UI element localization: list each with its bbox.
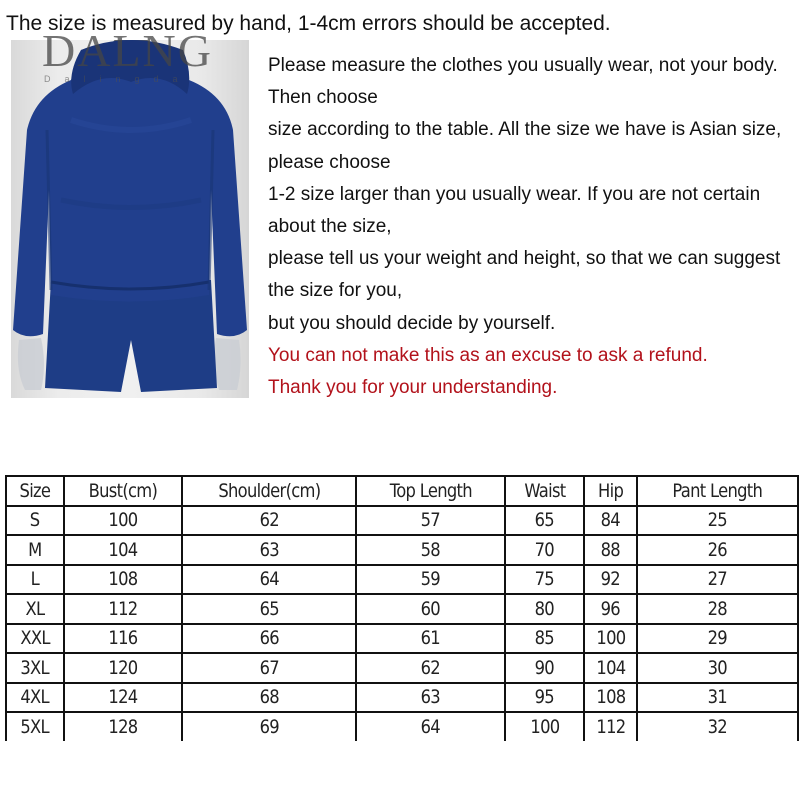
cell-top-length: 57 bbox=[356, 506, 505, 536]
cell-top-length: 60 bbox=[356, 594, 505, 624]
cell-size: L bbox=[6, 565, 64, 595]
cell-pant-length: 31 bbox=[637, 683, 798, 713]
cell-bust: 104 bbox=[64, 535, 182, 565]
table-row bbox=[6, 594, 798, 624]
cell-bust: 128 bbox=[64, 712, 182, 741]
note-line: Please measure the clothes you usually wear, not your body. bbox=[268, 55, 778, 76]
cell-shoulder: 64 bbox=[182, 565, 356, 595]
cell-size: S bbox=[6, 506, 64, 536]
cell-waist: 75 bbox=[505, 565, 584, 595]
cell-size: M bbox=[6, 535, 64, 565]
cell-bust: 116 bbox=[64, 624, 182, 654]
sizing-notes bbox=[268, 50, 798, 404]
cell-pant-length: 30 bbox=[637, 653, 798, 683]
cell-shoulder: 68 bbox=[182, 683, 356, 713]
column-header-size: Size bbox=[6, 476, 64, 506]
cell-waist: 85 bbox=[505, 624, 584, 654]
note-line: the size for you, bbox=[268, 280, 403, 302]
table-row bbox=[6, 683, 798, 713]
column-header-waist: Waist bbox=[505, 476, 584, 506]
column-header-bust: Bust(cm) bbox=[64, 476, 182, 506]
refund-warning: You can not make this as an excuse to ask a refund. bbox=[268, 344, 708, 366]
cell-top-length: 58 bbox=[356, 535, 505, 565]
table-row bbox=[6, 535, 798, 565]
cell-bust: 100 bbox=[64, 506, 182, 536]
cell-hip: 96 bbox=[584, 594, 637, 624]
cell-hip: 88 bbox=[584, 535, 637, 565]
cell-hip: 104 bbox=[584, 653, 637, 683]
cell-hip: 84 bbox=[584, 506, 637, 536]
cell-shoulder: 67 bbox=[182, 653, 356, 683]
cell-shoulder: 65 bbox=[182, 594, 356, 624]
size-chart-table bbox=[5, 475, 799, 741]
cell-top-length: 63 bbox=[356, 683, 505, 713]
headline-disclaimer: The size is measured by hand, 1-4cm errors should be accepted. bbox=[6, 12, 611, 35]
cell-hip: 108 bbox=[584, 683, 637, 713]
cell-waist: 70 bbox=[505, 535, 584, 565]
cell-hip: 100 bbox=[584, 624, 637, 654]
cell-hip: 112 bbox=[584, 712, 637, 741]
cell-shoulder: 69 bbox=[182, 712, 356, 741]
cell-bust: 120 bbox=[64, 653, 182, 683]
cell-size: 3XL bbox=[6, 653, 64, 683]
brand-watermark-subtitle: Dalingda bbox=[44, 74, 192, 84]
column-header-shoulder: Shoulder(cm) bbox=[182, 476, 356, 506]
cell-waist: 65 bbox=[505, 506, 584, 536]
brand-watermark: DALNG bbox=[42, 25, 213, 76]
note-line: 1-2 size larger than you usually wear. If you are not certain bbox=[268, 183, 761, 205]
cell-top-length: 62 bbox=[356, 653, 505, 683]
cell-top-length: 61 bbox=[356, 624, 505, 654]
cell-bust: 124 bbox=[64, 683, 182, 713]
cell-size: 4XL bbox=[6, 683, 64, 713]
product-photo bbox=[11, 40, 249, 398]
cell-size: XL bbox=[6, 594, 64, 624]
column-header-pant-length: Pant Length bbox=[637, 476, 798, 506]
cell-hip: 92 bbox=[584, 565, 637, 595]
cell-top-length: 59 bbox=[356, 565, 505, 595]
cell-pant-length: 28 bbox=[637, 594, 798, 624]
note-line: about the size, bbox=[268, 216, 392, 238]
cell-pant-length: 29 bbox=[637, 624, 798, 654]
cell-waist: 100 bbox=[505, 712, 584, 741]
cell-bust: 108 bbox=[64, 565, 182, 595]
note-line: please choose bbox=[268, 151, 391, 173]
table-row bbox=[6, 624, 798, 654]
cell-top-length: 64 bbox=[356, 712, 505, 741]
cell-bust: 112 bbox=[64, 594, 182, 624]
thank-you-note: Thank you for your understanding. bbox=[268, 377, 558, 399]
cell-pant-length: 26 bbox=[637, 535, 798, 565]
cell-waist: 80 bbox=[505, 594, 584, 624]
hoodie-shorts-illustration bbox=[11, 40, 249, 398]
table-row bbox=[6, 712, 798, 741]
cell-shoulder: 63 bbox=[182, 535, 356, 565]
table-row bbox=[6, 565, 798, 595]
cell-pant-length: 25 bbox=[637, 506, 798, 536]
note-line: please tell us your weight and height, so that we can suggest bbox=[268, 248, 781, 270]
cell-pant-length: 32 bbox=[637, 712, 798, 741]
column-header-top-length: Top Length bbox=[356, 476, 505, 506]
cell-shoulder: 62 bbox=[182, 506, 356, 536]
note-line: but you should decide by yourself. bbox=[268, 312, 556, 334]
cell-waist: 90 bbox=[505, 653, 584, 683]
table-header-row bbox=[6, 476, 798, 506]
table-row bbox=[6, 653, 798, 683]
note-line: size according to the table. All the size we have is Asian size, bbox=[268, 119, 782, 141]
cell-shoulder: 66 bbox=[182, 624, 356, 654]
note-line: Then choose bbox=[268, 87, 378, 109]
cell-waist: 95 bbox=[505, 683, 584, 713]
cell-pant-length: 27 bbox=[637, 565, 798, 595]
column-header-hip: Hip bbox=[584, 476, 637, 506]
cell-size: XXL bbox=[6, 624, 64, 654]
cell-size: 5XL bbox=[6, 712, 64, 741]
table-row bbox=[6, 506, 798, 536]
